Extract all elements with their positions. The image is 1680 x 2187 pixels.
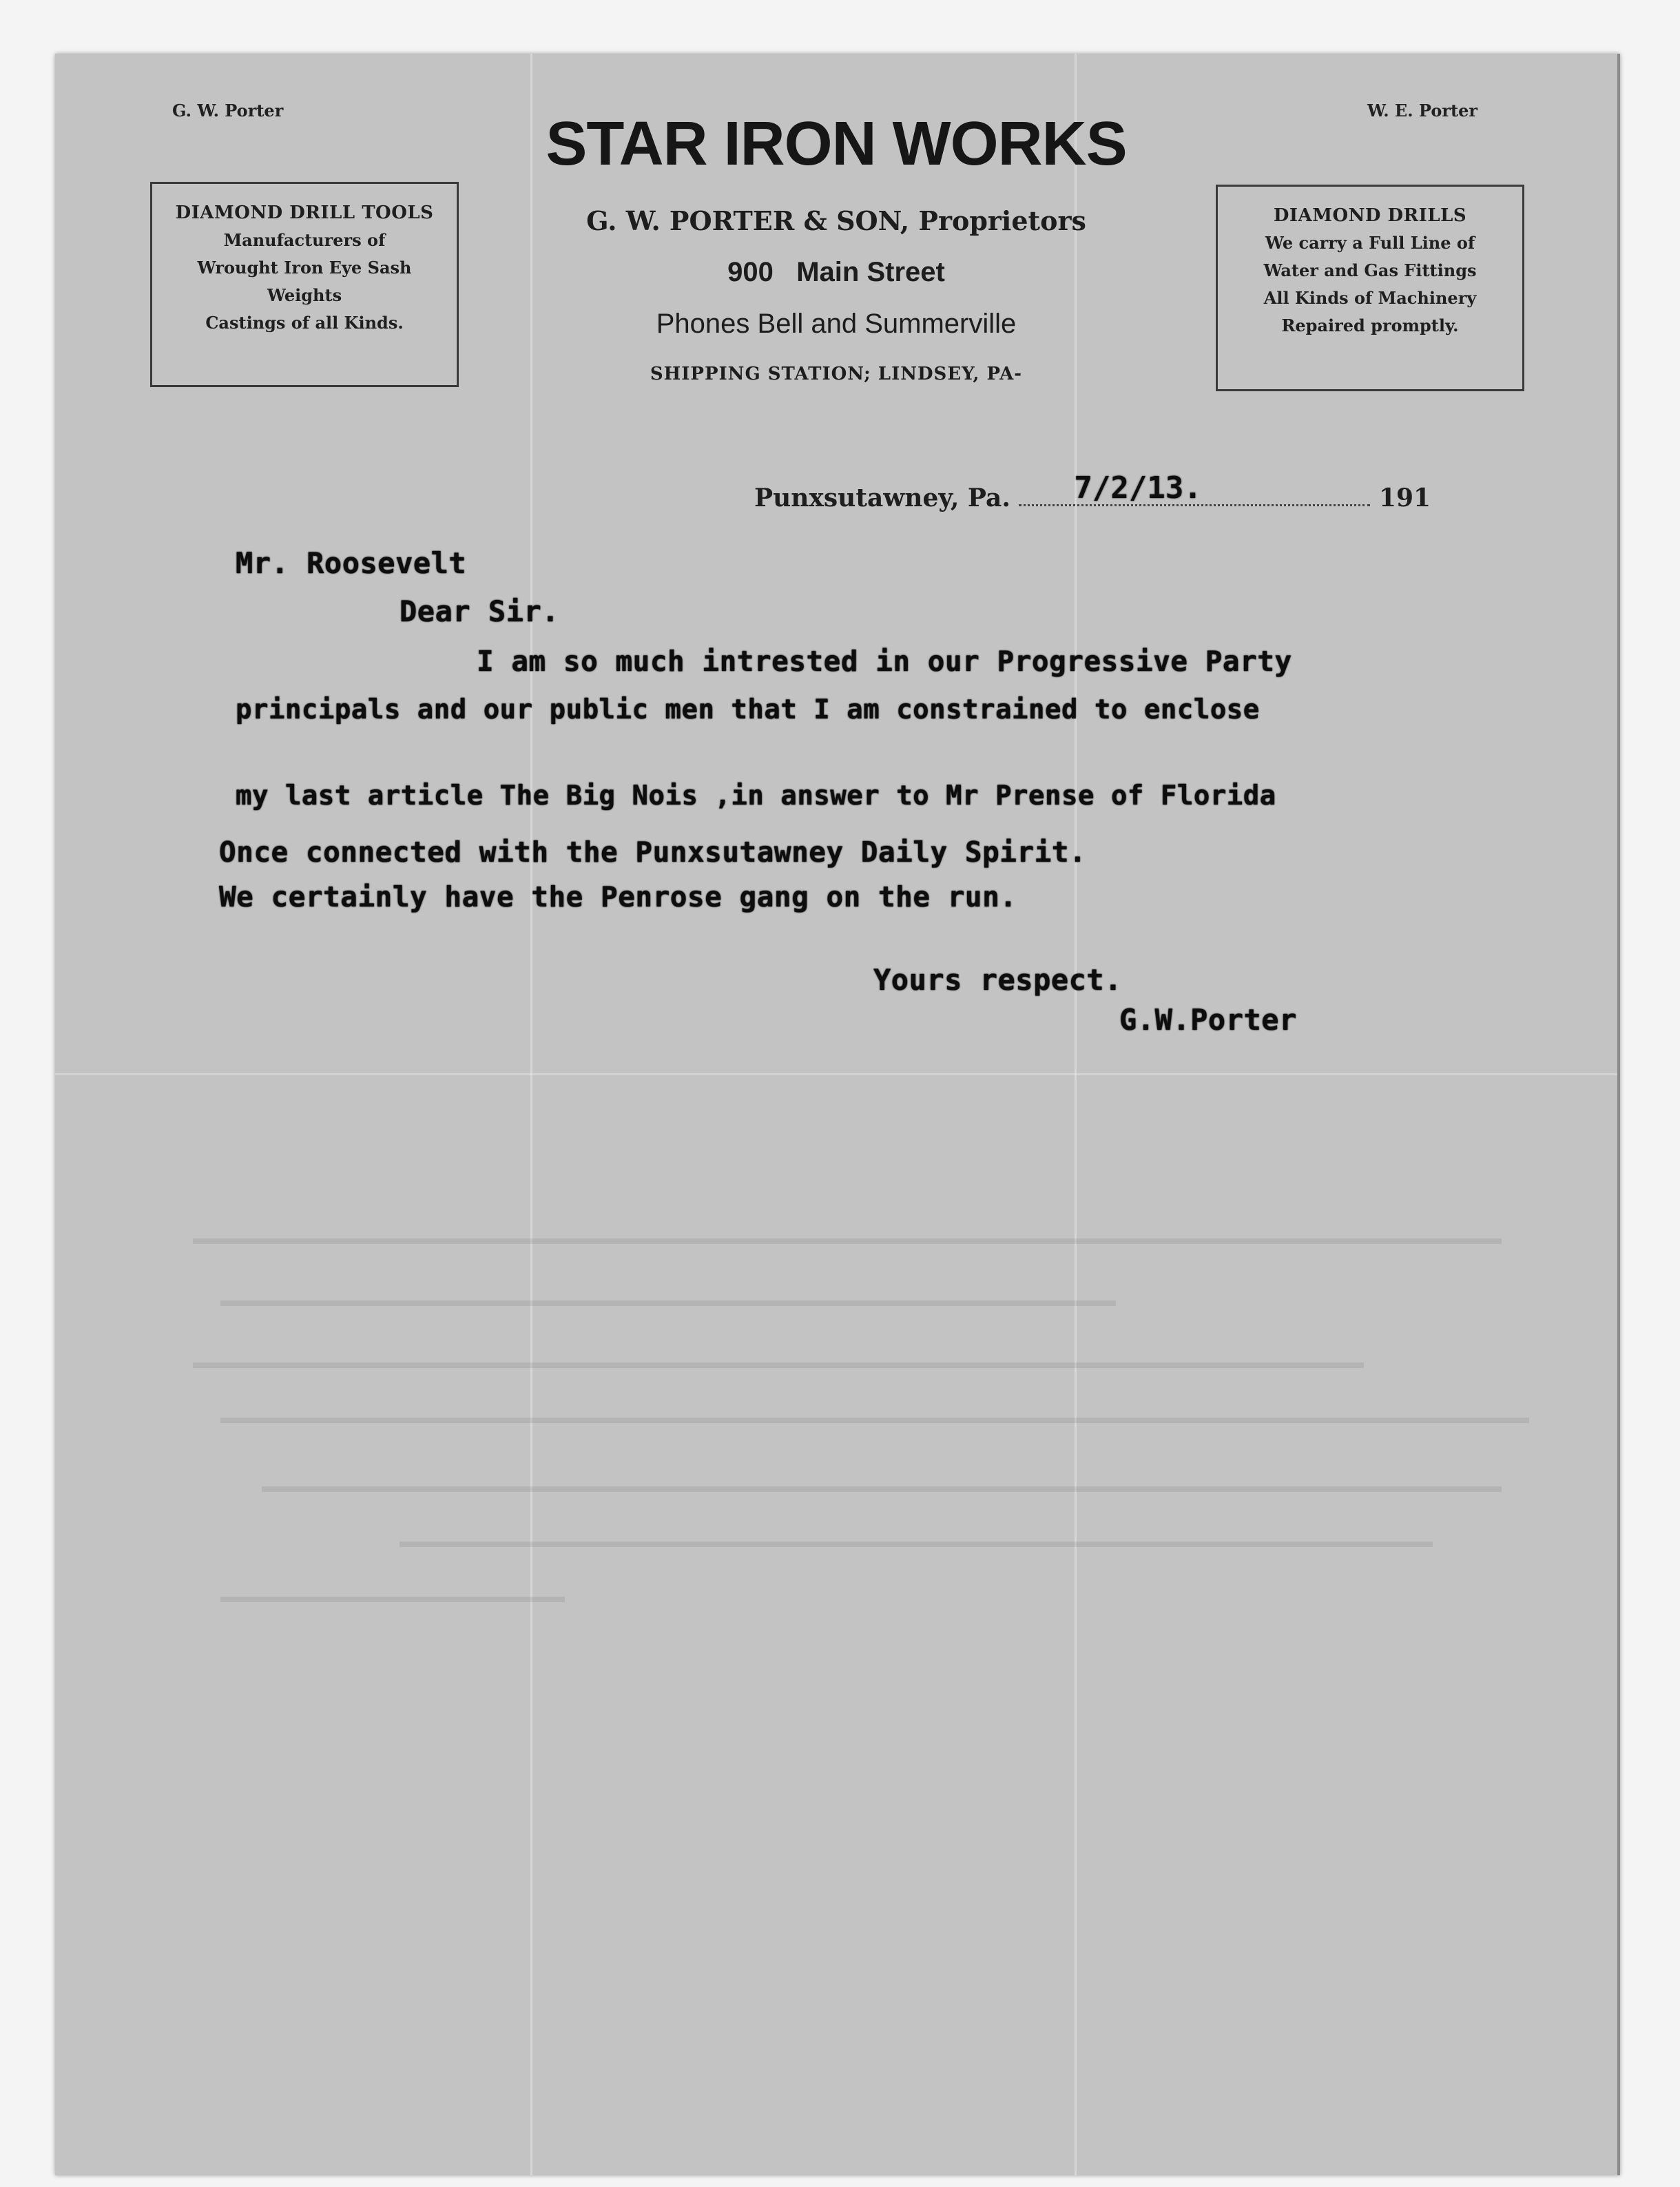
signature: G.W.Porter [1119, 1003, 1297, 1037]
body-line: principals and our public men that I am constrained to enclose [236, 694, 1260, 725]
dateline-place: Punxsutawney, Pa. [754, 484, 1010, 512]
left-info-box [150, 182, 459, 387]
body-line: I am so much intrested in our Progressive Party [477, 645, 1292, 678]
right-proprietor-name: W. E. Porter [1367, 101, 1477, 121]
typed-date: 7/2/13. [1074, 470, 1202, 506]
fold-line [55, 1073, 1617, 1075]
show-through-mark [193, 1362, 1364, 1368]
show-through-mark [220, 1418, 1529, 1423]
closing: Yours respect. [873, 963, 1123, 997]
shipping-station: SHIPPING STATION; LINDSEY, PA- [650, 364, 1023, 384]
body-line: We certainly have the Penrose gang on the run. [219, 880, 1017, 913]
right-box-line: We carry a Full Line of [1265, 233, 1475, 253]
body-line: Once connected with the Punxsutawney Daily Spirit. [219, 836, 1087, 869]
dateline-year: 191 [1378, 484, 1431, 512]
firm-title: STAR IRON WORKS [546, 110, 1127, 178]
show-through-mark [262, 1486, 1502, 1492]
dateline [754, 470, 1431, 512]
right-box-heading: DIAMOND DRILLS [1273, 205, 1467, 226]
show-through-mark [193, 1238, 1502, 1244]
right-box-line: All Kinds of Machinery [1263, 288, 1477, 308]
right-box-line: Water and Gas Fittings [1263, 260, 1477, 280]
left-box-heading: DIAMOND DRILL TOOLS [175, 203, 434, 223]
right-info-box [1216, 185, 1524, 391]
salutation: Dear Sir. [400, 594, 560, 628]
left-box-line: Castings of all Kinds. [205, 313, 404, 333]
left-box-line: Weights [267, 285, 342, 305]
left-proprietor-name: G. W. Porter [172, 101, 284, 121]
right-box-line: Repaired promptly. [1281, 315, 1459, 335]
show-through-mark [220, 1300, 1116, 1306]
show-through-mark [400, 1542, 1433, 1547]
addressee: Mr. Roosevelt [236, 546, 467, 580]
left-box-line: Manufacturers of [223, 230, 386, 250]
body-line: my last article The Big Nois ,in answer to Mr Prense of Florida [236, 780, 1276, 811]
phones-line: Phones Bell and Summerville [656, 309, 1017, 339]
left-box-line: Wrought Iron Eye Sash [197, 258, 412, 278]
show-through-mark [220, 1597, 565, 1602]
proprietors-line: G. W. PORTER & SON, Proprietors [586, 205, 1086, 236]
letter-sheet [55, 54, 1620, 2175]
date-rule [1019, 470, 1370, 506]
street-address: 900 Main Street [727, 257, 945, 287]
